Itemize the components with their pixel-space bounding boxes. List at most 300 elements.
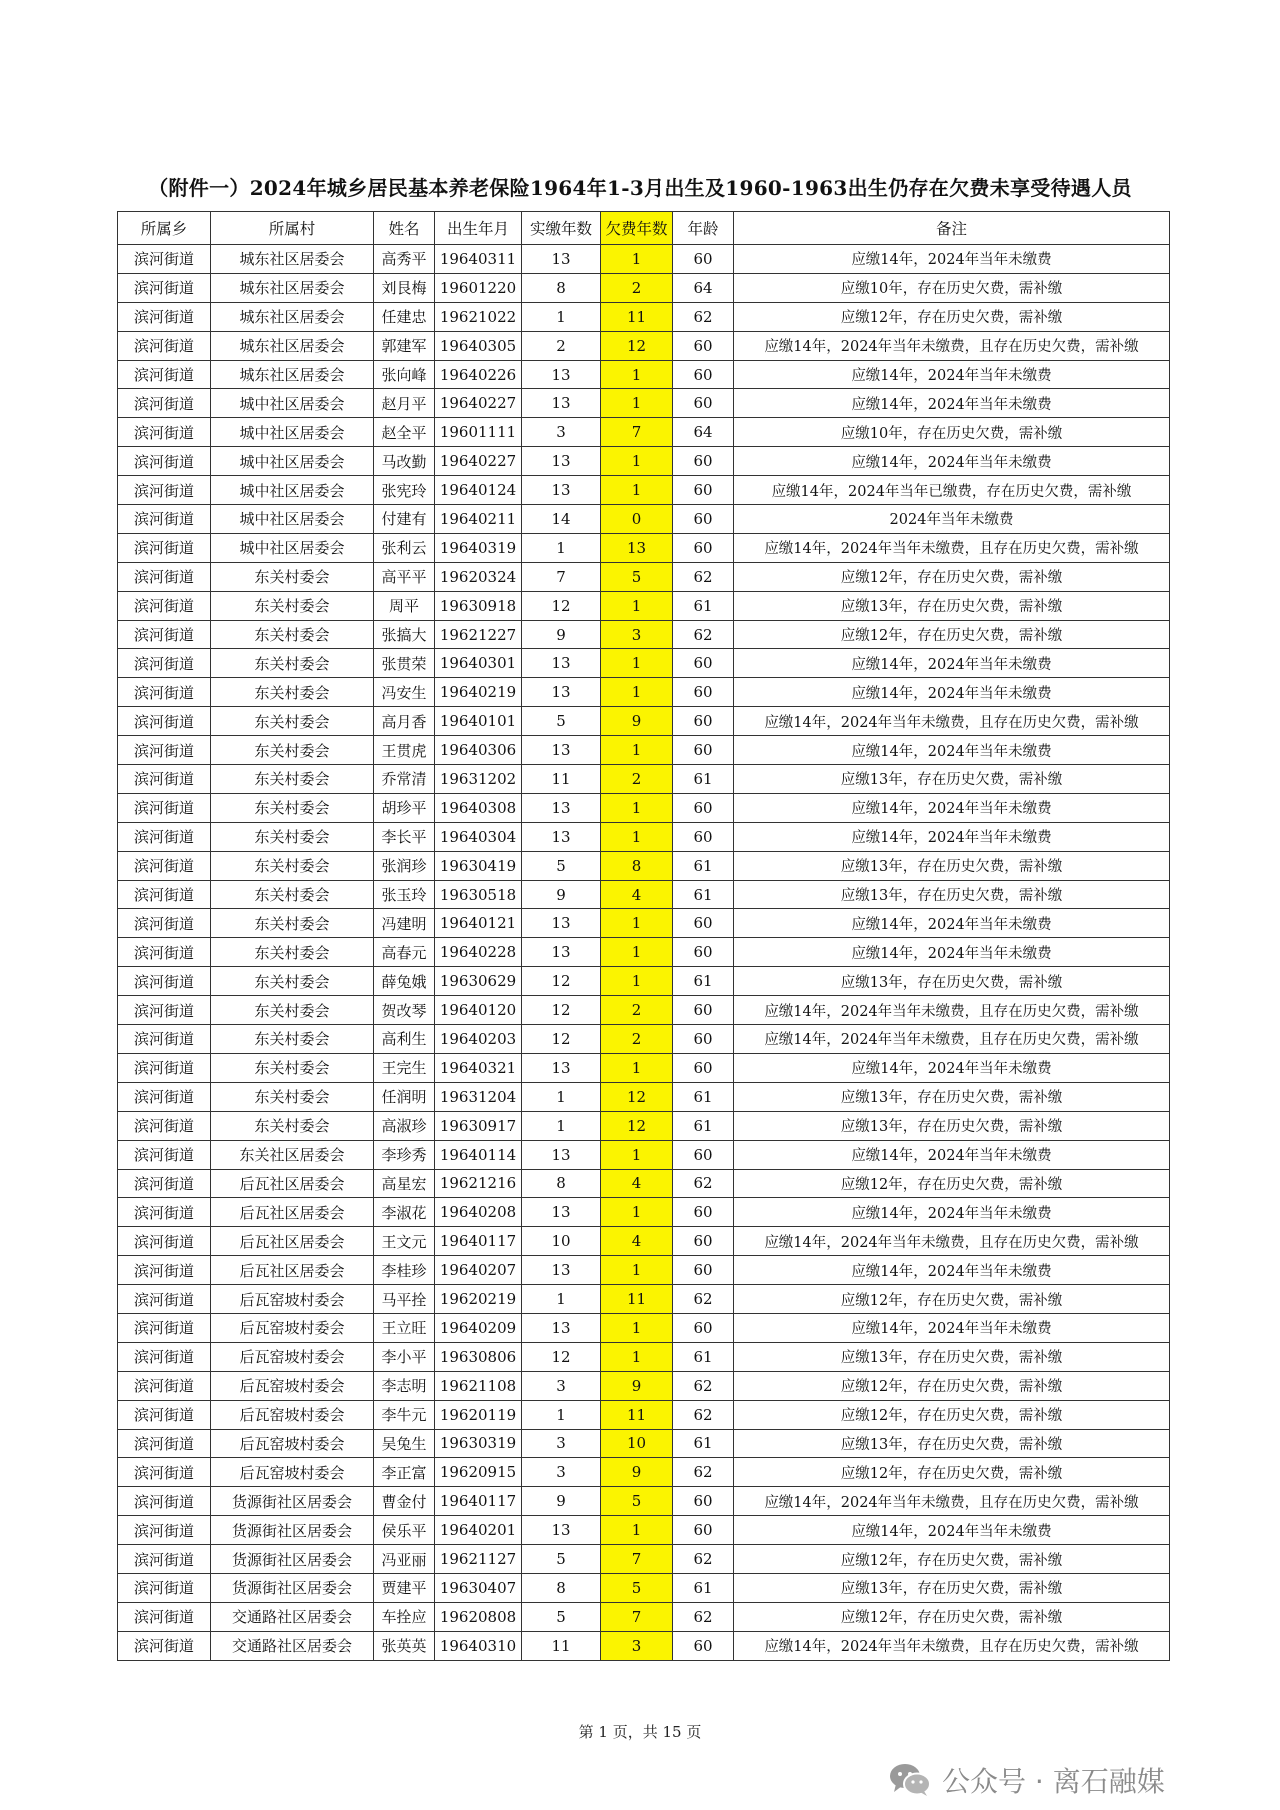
cell-village: 东关村委会 xyxy=(211,736,374,765)
cell-arrears-years: 1 xyxy=(601,736,673,765)
cell-age: 60 xyxy=(673,360,734,389)
cell-village: 城中社区居委会 xyxy=(211,389,374,418)
cell-birth-date: 19640117 xyxy=(435,1227,522,1256)
cell-remarks: 应缴14年，2024年当年未缴费 xyxy=(734,389,1170,418)
cell-village: 后瓦社区居委会 xyxy=(211,1256,374,1285)
cell-paid-years: 11 xyxy=(522,765,601,794)
table-row xyxy=(118,331,1170,360)
cell-name: 曹金付 xyxy=(374,1487,435,1516)
table-row xyxy=(118,562,1170,591)
cell-age: 60 xyxy=(673,476,734,505)
cell-paid-years: 8 xyxy=(522,1169,601,1198)
cell-birth-date: 19630918 xyxy=(435,591,522,620)
cell-remarks: 应缴14年，2024年当年未缴费，且存在历史欠费，需补缴 xyxy=(734,1025,1170,1054)
cell-age: 60 xyxy=(673,245,734,274)
cell-township: 滨河街道 xyxy=(118,1140,211,1169)
cell-arrears-years: 12 xyxy=(601,1111,673,1140)
cell-arrears-years: 1 xyxy=(601,649,673,678)
cell-paid-years: 13 xyxy=(522,476,601,505)
cell-paid-years: 13 xyxy=(522,649,601,678)
cell-birth-date: 19640114 xyxy=(435,1140,522,1169)
cell-township: 滨河街道 xyxy=(118,1487,211,1516)
cell-birth-date: 19640219 xyxy=(435,678,522,707)
table-row xyxy=(118,591,1170,620)
table-row xyxy=(118,1227,1170,1256)
cell-paid-years: 13 xyxy=(522,909,601,938)
cell-paid-years: 13 xyxy=(522,678,601,707)
cell-name: 吴兔生 xyxy=(374,1429,435,1458)
table-row xyxy=(118,1313,1170,1342)
cell-village: 城东社区居委会 xyxy=(211,245,374,274)
table-row xyxy=(118,245,1170,274)
cell-birth-date: 19640227 xyxy=(435,447,522,476)
cell-age: 60 xyxy=(673,1516,734,1545)
cell-paid-years: 9 xyxy=(522,880,601,909)
cell-paid-years: 13 xyxy=(522,793,601,822)
cell-birth-date: 19630407 xyxy=(435,1573,522,1602)
cell-paid-years: 14 xyxy=(522,505,601,534)
cell-arrears-years: 11 xyxy=(601,1285,673,1314)
table-row xyxy=(118,707,1170,736)
cell-village: 后瓦社区居委会 xyxy=(211,1198,374,1227)
cell-village: 后瓦窑坡村委会 xyxy=(211,1458,374,1487)
header-birth-date: 出生年月 xyxy=(435,212,522,245)
cell-name: 周平 xyxy=(374,591,435,620)
header-paid-years: 实缴年数 xyxy=(522,212,601,245)
cell-arrears-years: 3 xyxy=(601,620,673,649)
cell-paid-years: 3 xyxy=(522,1458,601,1487)
cell-paid-years: 1 xyxy=(522,1400,601,1429)
cell-arrears-years: 7 xyxy=(601,1545,673,1574)
cell-remarks: 应缴13年，存在历史欠费，需补缴 xyxy=(734,967,1170,996)
cell-name: 张润珍 xyxy=(374,851,435,880)
cell-birth-date: 19640228 xyxy=(435,938,522,967)
cell-age: 62 xyxy=(673,1400,734,1429)
cell-village: 东关村委会 xyxy=(211,1082,374,1111)
cell-arrears-years: 1 xyxy=(601,389,673,418)
cell-township: 滨河街道 xyxy=(118,620,211,649)
cell-arrears-years: 10 xyxy=(601,1429,673,1458)
cell-name: 张利云 xyxy=(374,533,435,562)
cell-township: 滨河街道 xyxy=(118,967,211,996)
cell-arrears-years: 1 xyxy=(601,1313,673,1342)
cell-remarks: 应缴14年，2024年当年未缴费 xyxy=(734,793,1170,822)
cell-township: 滨河街道 xyxy=(118,1545,211,1574)
cell-birth-date: 19640117 xyxy=(435,1487,522,1516)
cell-remarks: 应缴12年，存在历史欠费，需补缴 xyxy=(734,562,1170,591)
cell-township: 滨河街道 xyxy=(118,1400,211,1429)
table-row xyxy=(118,909,1170,938)
cell-village: 东关村委会 xyxy=(211,678,374,707)
table-row xyxy=(118,1053,1170,1082)
cell-paid-years: 12 xyxy=(522,1025,601,1054)
table-row xyxy=(118,1285,1170,1314)
header-age: 年龄 xyxy=(673,212,734,245)
cell-township: 滨河街道 xyxy=(118,1458,211,1487)
cell-name: 胡珍平 xyxy=(374,793,435,822)
cell-paid-years: 13 xyxy=(522,389,601,418)
cell-township: 滨河街道 xyxy=(118,938,211,967)
cell-village: 城东社区居委会 xyxy=(211,273,374,302)
cell-township: 滨河街道 xyxy=(118,1169,211,1198)
cell-remarks: 应缴14年，2024年当年未缴费 xyxy=(734,360,1170,389)
cell-remarks: 应缴14年，2024年当年未缴费，且存在历史欠费，需补缴 xyxy=(734,331,1170,360)
cell-remarks: 应缴14年，2024年当年未缴费 xyxy=(734,938,1170,967)
cell-township: 滨河街道 xyxy=(118,476,211,505)
cell-remarks: 应缴13年，存在历史欠费，需补缴 xyxy=(734,880,1170,909)
cell-township: 滨河街道 xyxy=(118,1082,211,1111)
cell-village: 东关社区居委会 xyxy=(211,1140,374,1169)
cell-birth-date: 19630806 xyxy=(435,1342,522,1371)
cell-remarks: 应缴14年，2024年当年未缴费 xyxy=(734,678,1170,707)
cell-paid-years: 12 xyxy=(522,996,601,1025)
cell-arrears-years: 4 xyxy=(601,1169,673,1198)
cell-name: 薛兔娥 xyxy=(374,967,435,996)
page-title: （附件一）2024年城乡居民基本养老保险1964年1-3月出生及1960-1963出生仍存在欠费未享受待遇人员 xyxy=(148,176,1132,200)
table-row xyxy=(118,505,1170,534)
cell-age: 60 xyxy=(673,1313,734,1342)
cell-arrears-years: 1 xyxy=(601,793,673,822)
cell-village: 交通路社区居委会 xyxy=(211,1602,374,1631)
cell-village: 东关村委会 xyxy=(211,707,374,736)
cell-township: 滨河街道 xyxy=(118,793,211,822)
cell-arrears-years: 5 xyxy=(601,1487,673,1516)
cell-remarks: 应缴12年，存在历史欠费，需补缴 xyxy=(734,1169,1170,1198)
cell-arrears-years: 12 xyxy=(601,1082,673,1111)
cell-name: 李桂珍 xyxy=(374,1256,435,1285)
cell-age: 60 xyxy=(673,533,734,562)
cell-name: 冯建明 xyxy=(374,909,435,938)
cell-village: 东关村委会 xyxy=(211,793,374,822)
cell-age: 60 xyxy=(673,1025,734,1054)
cell-village: 货源街社区居委会 xyxy=(211,1516,374,1545)
cell-remarks: 应缴14年，2024年当年未缴费，且存在历史欠费，需补缴 xyxy=(734,996,1170,1025)
cell-name: 刘艮梅 xyxy=(374,273,435,302)
cell-arrears-years: 12 xyxy=(601,331,673,360)
cell-age: 62 xyxy=(673,1371,734,1400)
cell-age: 62 xyxy=(673,1285,734,1314)
cell-township: 滨河街道 xyxy=(118,1342,211,1371)
cell-paid-years: 13 xyxy=(522,1198,601,1227)
cell-remarks: 应缴14年，2024年当年未缴费，且存在历史欠费，需补缴 xyxy=(734,1227,1170,1256)
cell-township: 滨河街道 xyxy=(118,1516,211,1545)
cell-age: 62 xyxy=(673,302,734,331)
cell-birth-date: 19621227 xyxy=(435,620,522,649)
cell-age: 60 xyxy=(673,505,734,534)
cell-arrears-years: 8 xyxy=(601,851,673,880)
watermark-text: 公众号 · 离石融媒 xyxy=(942,1765,1165,1798)
cell-birth-date: 19630629 xyxy=(435,967,522,996)
cell-name: 高月香 xyxy=(374,707,435,736)
cell-name: 张贯荣 xyxy=(374,649,435,678)
cell-remarks: 应缴13年，存在历史欠费，需补缴 xyxy=(734,1111,1170,1140)
table-row xyxy=(118,447,1170,476)
cell-township: 滨河街道 xyxy=(118,649,211,678)
cell-age: 61 xyxy=(673,880,734,909)
cell-birth-date: 19640319 xyxy=(435,533,522,562)
cell-name: 马改勤 xyxy=(374,447,435,476)
cell-name: 冯亚丽 xyxy=(374,1545,435,1574)
cell-paid-years: 13 xyxy=(522,938,601,967)
cell-name: 贺改琴 xyxy=(374,996,435,1025)
cell-arrears-years: 1 xyxy=(601,1053,673,1082)
table-row xyxy=(118,793,1170,822)
cell-remarks: 应缴13年，存在历史欠费，需补缴 xyxy=(734,851,1170,880)
cell-birth-date: 19620808 xyxy=(435,1602,522,1631)
table-row xyxy=(118,476,1170,505)
cell-arrears-years: 1 xyxy=(601,360,673,389)
table-row xyxy=(118,1602,1170,1631)
cell-township: 滨河街道 xyxy=(118,996,211,1025)
cell-paid-years: 5 xyxy=(522,1602,601,1631)
cell-paid-years: 13 xyxy=(522,736,601,765)
cell-township: 滨河街道 xyxy=(118,1313,211,1342)
cell-birth-date: 19640311 xyxy=(435,245,522,274)
cell-remarks: 应缴14年，2024年当年未缴费，且存在历史欠费，需补缴 xyxy=(734,1631,1170,1660)
cell-age: 60 xyxy=(673,1256,734,1285)
cell-birth-date: 19640203 xyxy=(435,1025,522,1054)
cell-name: 王贯虎 xyxy=(374,736,435,765)
cell-name: 侯乐平 xyxy=(374,1516,435,1545)
cell-paid-years: 13 xyxy=(522,245,601,274)
table-row xyxy=(118,389,1170,418)
cell-township: 滨河街道 xyxy=(118,1429,211,1458)
cell-age: 62 xyxy=(673,1602,734,1631)
cell-age: 60 xyxy=(673,678,734,707)
cell-name: 张宪玲 xyxy=(374,476,435,505)
table-row xyxy=(118,736,1170,765)
cell-birth-date: 19621022 xyxy=(435,302,522,331)
cell-township: 滨河街道 xyxy=(118,880,211,909)
cell-arrears-years: 1 xyxy=(601,909,673,938)
cell-name: 郭建军 xyxy=(374,331,435,360)
cell-village: 东关村委会 xyxy=(211,1025,374,1054)
cell-paid-years: 13 xyxy=(522,1053,601,1082)
cell-paid-years: 13 xyxy=(522,1313,601,1342)
cell-name: 张搞大 xyxy=(374,620,435,649)
cell-birth-date: 19601111 xyxy=(435,418,522,447)
cell-township: 滨河街道 xyxy=(118,273,211,302)
cell-age: 60 xyxy=(673,793,734,822)
cell-age: 60 xyxy=(673,1053,734,1082)
cell-age: 61 xyxy=(673,591,734,620)
header-name: 姓名 xyxy=(374,212,435,245)
cell-name: 赵全平 xyxy=(374,418,435,447)
header-township: 所属乡 xyxy=(118,212,211,245)
cell-township: 滨河街道 xyxy=(118,389,211,418)
cell-age: 60 xyxy=(673,996,734,1025)
cell-remarks: 应缴13年，存在历史欠费，需补缴 xyxy=(734,591,1170,620)
cell-birth-date: 19640207 xyxy=(435,1256,522,1285)
cell-age: 62 xyxy=(673,1458,734,1487)
cell-name: 张向峰 xyxy=(374,360,435,389)
cell-village: 后瓦窑坡村委会 xyxy=(211,1313,374,1342)
cell-arrears-years: 13 xyxy=(601,533,673,562)
cell-paid-years: 12 xyxy=(522,967,601,996)
cell-remarks: 应缴13年，存在历史欠费，需补缴 xyxy=(734,1429,1170,1458)
cell-arrears-years: 1 xyxy=(601,1342,673,1371)
table-row xyxy=(118,1140,1170,1169)
table-header-row xyxy=(118,212,1170,245)
cell-remarks: 应缴12年，存在历史欠费，需补缴 xyxy=(734,1400,1170,1429)
cell-remarks: 应缴12年，存在历史欠费，需补缴 xyxy=(734,1602,1170,1631)
cell-age: 60 xyxy=(673,938,734,967)
cell-arrears-years: 1 xyxy=(601,447,673,476)
cell-village: 东关村委会 xyxy=(211,620,374,649)
cell-age: 61 xyxy=(673,1342,734,1371)
cell-township: 滨河街道 xyxy=(118,765,211,794)
cell-age: 62 xyxy=(673,1169,734,1198)
cell-remarks: 应缴14年，2024年当年未缴费 xyxy=(734,736,1170,765)
cell-township: 滨河街道 xyxy=(118,418,211,447)
cell-remarks: 应缴14年，2024年当年未缴费 xyxy=(734,909,1170,938)
cell-remarks: 应缴14年，2024年当年未缴费 xyxy=(734,1053,1170,1082)
cell-age: 61 xyxy=(673,765,734,794)
table-row xyxy=(118,1082,1170,1111)
cell-age: 62 xyxy=(673,562,734,591)
cell-name: 高淑珍 xyxy=(374,1111,435,1140)
table-body xyxy=(118,245,1170,1661)
cell-birth-date: 19640310 xyxy=(435,1631,522,1660)
cell-paid-years: 13 xyxy=(522,1516,601,1545)
cell-village: 城东社区居委会 xyxy=(211,331,374,360)
cell-remarks: 应缴12年，存在历史欠费，需补缴 xyxy=(734,1371,1170,1400)
cell-township: 滨河街道 xyxy=(118,909,211,938)
table-row xyxy=(118,765,1170,794)
cell-birth-date: 19640226 xyxy=(435,360,522,389)
table-row xyxy=(118,1429,1170,1458)
cell-name: 李正富 xyxy=(374,1458,435,1487)
cell-age: 61 xyxy=(673,967,734,996)
cell-village: 城东社区居委会 xyxy=(211,360,374,389)
cell-arrears-years: 0 xyxy=(601,505,673,534)
cell-age: 60 xyxy=(673,707,734,736)
cell-paid-years: 1 xyxy=(522,533,601,562)
cell-village: 后瓦社区居委会 xyxy=(211,1169,374,1198)
cell-arrears-years: 5 xyxy=(601,1573,673,1602)
table-row xyxy=(118,1111,1170,1140)
cell-name: 李牛元 xyxy=(374,1400,435,1429)
cell-name: 赵月平 xyxy=(374,389,435,418)
cell-birth-date: 19630419 xyxy=(435,851,522,880)
cell-village: 城中社区居委会 xyxy=(211,476,374,505)
cell-remarks: 应缴12年，存在历史欠费，需补缴 xyxy=(734,1545,1170,1574)
cell-name: 李珍秀 xyxy=(374,1140,435,1169)
table-row xyxy=(118,1169,1170,1198)
cell-township: 滨河街道 xyxy=(118,1198,211,1227)
cell-village: 城中社区居委会 xyxy=(211,447,374,476)
cell-township: 滨河街道 xyxy=(118,1111,211,1140)
cell-birth-date: 19640121 xyxy=(435,909,522,938)
cell-remarks: 应缴14年，2024年当年未缴费 xyxy=(734,649,1170,678)
cell-arrears-years: 1 xyxy=(601,1140,673,1169)
cell-paid-years: 1 xyxy=(522,1111,601,1140)
cell-age: 61 xyxy=(673,1573,734,1602)
header-remarks: 备注 xyxy=(734,212,1170,245)
cell-arrears-years: 5 xyxy=(601,562,673,591)
cell-township: 滨河街道 xyxy=(118,331,211,360)
cell-remarks: 应缴14年，2024年当年未缴费 xyxy=(734,1256,1170,1285)
cell-arrears-years: 2 xyxy=(601,273,673,302)
cell-birth-date: 19640211 xyxy=(435,505,522,534)
cell-paid-years: 1 xyxy=(522,1285,601,1314)
cell-paid-years: 13 xyxy=(522,447,601,476)
cell-remarks: 应缴14年，2024年当年未缴费 xyxy=(734,1516,1170,1545)
cell-township: 滨河街道 xyxy=(118,360,211,389)
cell-name: 高春元 xyxy=(374,938,435,967)
cell-village: 城东社区居委会 xyxy=(211,302,374,331)
cell-birth-date: 19640304 xyxy=(435,822,522,851)
cell-paid-years: 13 xyxy=(522,360,601,389)
cell-name: 高星宏 xyxy=(374,1169,435,1198)
cell-birth-date: 19640101 xyxy=(435,707,522,736)
cell-arrears-years: 1 xyxy=(601,967,673,996)
cell-remarks: 应缴13年，存在历史欠费，需补缴 xyxy=(734,1082,1170,1111)
cell-age: 60 xyxy=(673,331,734,360)
cell-name: 车拴应 xyxy=(374,1602,435,1631)
cell-age: 62 xyxy=(673,1545,734,1574)
cell-birth-date: 19601220 xyxy=(435,273,522,302)
cell-birth-date: 19631202 xyxy=(435,765,522,794)
cell-age: 64 xyxy=(673,418,734,447)
cell-age: 60 xyxy=(673,1198,734,1227)
cell-paid-years: 3 xyxy=(522,1429,601,1458)
cell-village: 东关村委会 xyxy=(211,851,374,880)
cell-birth-date: 19620915 xyxy=(435,1458,522,1487)
cell-arrears-years: 1 xyxy=(601,938,673,967)
cell-township: 滨河街道 xyxy=(118,851,211,880)
cell-name: 李淑花 xyxy=(374,1198,435,1227)
cell-arrears-years: 1 xyxy=(601,1516,673,1545)
cell-age: 64 xyxy=(673,273,734,302)
cell-age: 60 xyxy=(673,1227,734,1256)
cell-name: 李志明 xyxy=(374,1371,435,1400)
cell-township: 滨河街道 xyxy=(118,678,211,707)
table-row xyxy=(118,1342,1170,1371)
cell-age: 60 xyxy=(673,1487,734,1516)
cell-paid-years: 8 xyxy=(522,273,601,302)
cell-remarks: 2024年当年未缴费 xyxy=(734,505,1170,534)
cell-paid-years: 9 xyxy=(522,620,601,649)
cell-township: 滨河街道 xyxy=(118,1053,211,1082)
cell-paid-years: 10 xyxy=(522,1227,601,1256)
cell-village: 后瓦社区居委会 xyxy=(211,1227,374,1256)
cell-name: 张玉玲 xyxy=(374,880,435,909)
cell-township: 滨河街道 xyxy=(118,1631,211,1660)
table-row xyxy=(118,1631,1170,1660)
cell-township: 滨河街道 xyxy=(118,562,211,591)
cell-paid-years: 13 xyxy=(522,1140,601,1169)
cell-village: 后瓦窑坡村委会 xyxy=(211,1342,374,1371)
cell-arrears-years: 11 xyxy=(601,302,673,331)
cell-remarks: 应缴13年，存在历史欠费，需补缴 xyxy=(734,1342,1170,1371)
cell-age: 60 xyxy=(673,649,734,678)
cell-remarks: 应缴14年，2024年当年未缴费 xyxy=(734,245,1170,274)
cell-arrears-years: 1 xyxy=(601,245,673,274)
cell-remarks: 应缴12年，存在历史欠费，需补缴 xyxy=(734,1285,1170,1314)
cell-remarks: 应缴14年，2024年当年未缴费 xyxy=(734,447,1170,476)
cell-remarks: 应缴13年，存在历史欠费，需补缴 xyxy=(734,765,1170,794)
cell-birth-date: 19640306 xyxy=(435,736,522,765)
cell-township: 滨河街道 xyxy=(118,533,211,562)
cell-village: 后瓦窑坡村委会 xyxy=(211,1400,374,1429)
cell-remarks: 应缴10年，存在历史欠费，需补缴 xyxy=(734,273,1170,302)
cell-remarks: 应缴12年，存在历史欠费，需补缴 xyxy=(734,620,1170,649)
table-row xyxy=(118,938,1170,967)
cell-birth-date: 19640321 xyxy=(435,1053,522,1082)
cell-arrears-years: 7 xyxy=(601,1602,673,1631)
cell-township: 滨河街道 xyxy=(118,591,211,620)
